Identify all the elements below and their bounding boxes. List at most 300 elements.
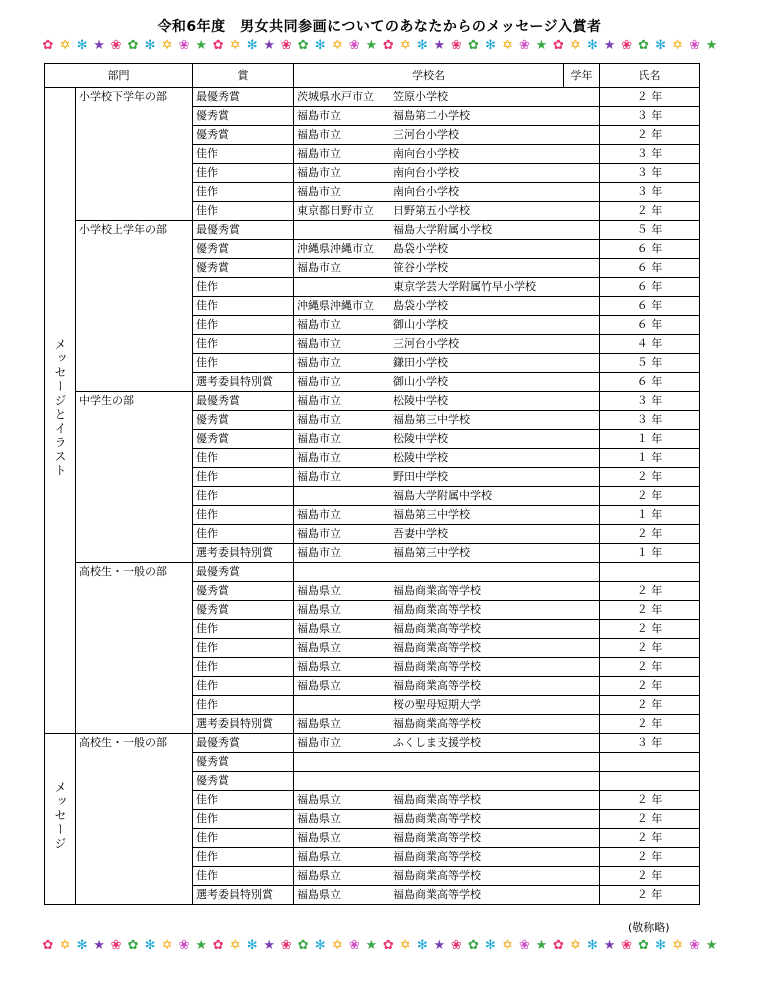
- flower-icon: ★: [93, 938, 105, 953]
- grade-cell: ３ 年: [600, 392, 700, 411]
- municipality: 福島市立: [297, 185, 341, 198]
- subgroup-label: 高校生・一般の部: [76, 734, 193, 905]
- municipality: 福島県立: [297, 622, 341, 635]
- grade-cell: [600, 753, 700, 772]
- school-cell: [294, 297, 600, 316]
- school-name: 福島第三中学校: [393, 413, 470, 426]
- school-cell: [294, 88, 600, 107]
- award-cell: 佳作: [193, 677, 294, 696]
- school-cell: [294, 525, 600, 544]
- municipality: 福島県立: [297, 850, 341, 863]
- award-cell: 佳作: [193, 354, 294, 373]
- flower-icon: ❀: [178, 938, 190, 953]
- flower-icon: ✿: [297, 938, 309, 953]
- school-cell: [294, 183, 600, 202]
- flower-icon: ✿: [638, 938, 649, 953]
- flower-icon: ✻: [314, 38, 326, 53]
- grade-cell: ２ 年: [600, 658, 700, 677]
- school-name: ふくしま支援学校: [393, 736, 481, 749]
- school-name: 福島大学附属小学校: [393, 223, 492, 236]
- school-cell: [294, 316, 600, 335]
- school-cell: [294, 240, 600, 259]
- award-cell: 優秀賞: [193, 126, 294, 145]
- school-name: 御山小学校: [393, 375, 448, 388]
- flower-icon: ✡: [570, 938, 581, 953]
- municipality: 沖縄県沖縄市立: [297, 299, 374, 312]
- award-cell: 優秀賞: [193, 259, 294, 278]
- school-cell: [294, 145, 600, 164]
- school-name: 島袋小学校: [393, 242, 448, 255]
- school-cell: [294, 791, 600, 810]
- awards-table: [44, 63, 700, 905]
- award-cell: 佳作: [193, 145, 294, 164]
- grade-cell: ２ 年: [600, 848, 700, 867]
- category-label-text: メッセージとイラスト: [53, 337, 67, 478]
- table-row: [45, 734, 700, 753]
- header-school: 学校名: [294, 64, 564, 88]
- award-cell: 佳作: [193, 696, 294, 715]
- municipality: 福島市立: [297, 413, 341, 426]
- decorative-border-bottom: [40, 938, 720, 954]
- school-name: 三河台小学校: [393, 337, 459, 350]
- award-cell: 佳作: [193, 335, 294, 354]
- school-name: 福島商業高等学校: [393, 888, 481, 901]
- municipality: 福島市立: [297, 508, 341, 521]
- school-cell: [294, 677, 600, 696]
- school-name: 福島商業高等学校: [393, 641, 481, 654]
- flower-icon: ❀: [689, 38, 701, 53]
- school-cell: [294, 848, 600, 867]
- flower-icon: ✿: [382, 938, 394, 953]
- school-name: 福島商業高等学校: [393, 584, 481, 597]
- grade-cell: １ 年: [600, 506, 700, 525]
- school-name: 松陵中学校: [393, 451, 448, 464]
- flower-icon: ✡: [399, 938, 411, 953]
- grade-cell: ６ 年: [600, 278, 700, 297]
- award-cell: 佳作: [193, 658, 294, 677]
- award-cell: 優秀賞: [193, 240, 294, 259]
- flower-icon: ✡: [229, 938, 241, 953]
- flower-icon: ✿: [382, 38, 394, 53]
- flower-icon: ✿: [42, 938, 54, 953]
- school-name: 福島第三中学校: [393, 508, 470, 521]
- subgroup-label: 小学校下学年の部: [76, 88, 193, 221]
- flower-icon: ★: [535, 38, 548, 53]
- grade-cell: ５ 年: [600, 354, 700, 373]
- flower-icon: ❀: [280, 38, 292, 53]
- school-cell: [294, 107, 600, 126]
- flower-icon: ✻: [587, 938, 598, 953]
- flower-icon: ✿: [42, 38, 54, 53]
- grade-cell: ６ 年: [600, 316, 700, 335]
- school-name: 福島商業高等学校: [393, 660, 481, 673]
- municipality: 福島市立: [297, 432, 341, 445]
- school-name: 福島商業高等学校: [393, 850, 481, 863]
- flower-icon: ✡: [399, 38, 411, 53]
- award-cell: 優秀賞: [193, 753, 294, 772]
- award-cell: 選考委員特別賞: [193, 544, 294, 563]
- grade-cell: ２ 年: [600, 867, 700, 886]
- award-cell: 優秀賞: [193, 411, 294, 430]
- flower-icon: ✿: [467, 938, 479, 953]
- grade-cell: ２ 年: [600, 525, 700, 544]
- flower-icon: ★: [195, 38, 207, 53]
- award-cell: 選考委員特別賞: [193, 886, 294, 905]
- school-name: 三河台小学校: [393, 128, 459, 141]
- grade-cell: ６ 年: [600, 297, 700, 316]
- school-cell: [294, 373, 600, 392]
- header-name: 氏名: [600, 64, 700, 88]
- school-cell: [294, 734, 600, 753]
- flower-icon: ✻: [484, 38, 496, 53]
- school-name: 福島商業高等学校: [393, 812, 481, 825]
- grade-cell: ２ 年: [600, 829, 700, 848]
- grade-cell: ２ 年: [600, 791, 700, 810]
- grade-cell: ２ 年: [600, 487, 700, 506]
- flower-icon: ★: [365, 938, 378, 953]
- municipality: 茨城県水戸市立: [297, 90, 374, 103]
- award-cell: 佳作: [193, 202, 294, 221]
- grade-cell: ２ 年: [600, 582, 700, 601]
- flower-icon: ✡: [229, 38, 241, 53]
- flower-icon: ✡: [331, 38, 343, 53]
- school-cell: [294, 506, 600, 525]
- municipality: 福島県立: [297, 812, 341, 825]
- school-name: 松陵中学校: [393, 432, 448, 445]
- municipality: 福島県立: [297, 641, 341, 654]
- grade-cell: ２ 年: [600, 126, 700, 145]
- grade-cell: １ 年: [600, 449, 700, 468]
- table-row: [45, 221, 700, 240]
- grade-cell: ３ 年: [600, 164, 700, 183]
- category-label: [45, 88, 76, 734]
- municipality: 福島市立: [297, 527, 341, 540]
- award-cell: 選考委員特別賞: [193, 373, 294, 392]
- grade-cell: ３ 年: [600, 145, 700, 164]
- municipality: 福島市立: [297, 356, 341, 369]
- page-title: 令和6年度 男女共同参画についてのあなたからのメッセージ入賞者: [157, 19, 602, 35]
- table-row: [45, 88, 700, 107]
- flower-icon: ✡: [59, 38, 71, 53]
- grade-cell: ４ 年: [600, 335, 700, 354]
- flower-icon: ★: [93, 38, 105, 53]
- school-name: 吾妻中学校: [393, 527, 448, 540]
- school-cell: [294, 867, 600, 886]
- header-sho: 賞: [193, 64, 294, 88]
- municipality: 福島市立: [297, 128, 341, 141]
- flower-icon: ✻: [76, 38, 88, 53]
- school-name: 笹谷小学校: [393, 261, 448, 274]
- school-name: 福島商業高等学校: [393, 603, 481, 616]
- flower-icon: ★: [433, 38, 446, 53]
- flower-icon: ★: [603, 938, 616, 953]
- municipality: 福島市立: [297, 470, 341, 483]
- school-name: 東京学芸大学附属竹早小学校: [393, 280, 536, 293]
- school-name: 笠原小学校: [393, 90, 448, 103]
- flower-icon: ✻: [655, 938, 667, 953]
- award-cell: 優秀賞: [193, 430, 294, 449]
- municipality: 福島県立: [297, 660, 341, 673]
- grade-cell: １ 年: [600, 430, 700, 449]
- school-cell: [294, 563, 600, 582]
- header-grade: 学年: [564, 64, 600, 88]
- flower-icon: ✿: [212, 38, 224, 53]
- municipality: 福島県立: [297, 831, 341, 844]
- municipality: 福島県立: [297, 603, 341, 616]
- municipality: 福島市立: [297, 109, 341, 122]
- school-name: 福島商業高等学校: [393, 622, 481, 635]
- header-bumon: 部門: [45, 64, 193, 88]
- award-cell: 優秀賞: [193, 601, 294, 620]
- decorative-border-top: [40, 38, 720, 54]
- grade-cell: １ 年: [600, 544, 700, 563]
- award-cell: 最優秀賞: [193, 563, 294, 582]
- school-cell: [294, 620, 600, 639]
- flower-icon: ★: [705, 38, 718, 53]
- subgroup-label: 中学生の部: [76, 392, 193, 563]
- municipality: 沖縄県沖縄市立: [297, 242, 374, 255]
- grade-cell: [600, 772, 700, 791]
- flower-icon: ✡: [59, 938, 71, 953]
- municipality: 福島市立: [297, 451, 341, 464]
- award-cell: 佳作: [193, 791, 294, 810]
- award-cell: 優秀賞: [193, 107, 294, 126]
- grade-cell: [600, 563, 700, 582]
- grade-cell: ３ 年: [600, 734, 700, 753]
- award-cell: 佳作: [193, 449, 294, 468]
- municipality: 福島県立: [297, 717, 341, 730]
- school-name: 福島第三中学校: [393, 546, 470, 559]
- flower-icon: ★: [705, 938, 718, 953]
- school-name: 島袋小学校: [393, 299, 448, 312]
- flower-icon: ✡: [161, 938, 173, 953]
- school-cell: [294, 164, 600, 183]
- municipality: 福島市立: [297, 736, 341, 749]
- flower-icon: ✻: [655, 38, 667, 53]
- award-cell: 選考委員特別賞: [193, 715, 294, 734]
- flower-icon: ✻: [246, 938, 258, 953]
- school-name: 桜の聖母短期大学: [393, 698, 481, 711]
- flower-icon: ✡: [672, 38, 684, 53]
- grade-cell: ３ 年: [600, 107, 700, 126]
- school-cell: [294, 582, 600, 601]
- grade-cell: ５ 年: [600, 221, 700, 240]
- flower-icon: ✻: [144, 938, 156, 953]
- category-label: [45, 734, 76, 905]
- school-cell: [294, 810, 600, 829]
- school-name: 御山小学校: [393, 318, 448, 331]
- flower-icon: ❀: [178, 38, 190, 53]
- grade-cell: ２ 年: [600, 715, 700, 734]
- flower-icon: ✡: [161, 38, 173, 53]
- flower-icon: ✿: [638, 38, 649, 53]
- award-cell: 佳作: [193, 829, 294, 848]
- municipality: 福島市立: [297, 147, 341, 160]
- award-cell: 佳作: [193, 278, 294, 297]
- grade-cell: ２ 年: [600, 88, 700, 107]
- flower-icon: ✡: [570, 38, 581, 53]
- municipality: 福島県立: [297, 888, 341, 901]
- award-cell: 佳作: [193, 620, 294, 639]
- flower-icon: ✻: [484, 938, 496, 953]
- grade-cell: ６ 年: [600, 240, 700, 259]
- flower-icon: ✿: [127, 938, 139, 953]
- flower-icon: ❀: [110, 38, 122, 53]
- grade-cell: ３ 年: [600, 411, 700, 430]
- municipality: 福島県立: [297, 793, 341, 806]
- table-row: [45, 563, 700, 582]
- school-name: 南向台小学校: [393, 147, 459, 160]
- grade-cell: ２ 年: [600, 601, 700, 620]
- municipality: 福島市立: [297, 318, 341, 331]
- flower-icon: ★: [263, 938, 276, 953]
- award-cell: 最優秀賞: [193, 88, 294, 107]
- award-cell: 優秀賞: [193, 582, 294, 601]
- flower-icon: ❀: [518, 938, 530, 953]
- school-name: 野田中学校: [393, 470, 448, 483]
- school-cell: [294, 449, 600, 468]
- municipality: 福島県立: [297, 869, 341, 882]
- school-cell: [294, 221, 600, 240]
- award-cell: 佳作: [193, 639, 294, 658]
- award-cell: 佳作: [193, 810, 294, 829]
- grade-cell: ２ 年: [600, 810, 700, 829]
- flower-icon: ❀: [280, 938, 292, 953]
- grade-cell: ２ 年: [600, 886, 700, 905]
- school-cell: [294, 772, 600, 791]
- municipality: 福島市立: [297, 394, 341, 407]
- school-name: 福島商業高等学校: [393, 869, 481, 882]
- school-name: 福島商業高等学校: [393, 679, 481, 692]
- flower-icon: ❀: [518, 38, 530, 53]
- school-cell: [294, 753, 600, 772]
- flower-icon: ❀: [348, 38, 360, 53]
- grade-cell: ２ 年: [600, 639, 700, 658]
- school-cell: [294, 392, 600, 411]
- flower-icon: ✡: [501, 938, 513, 953]
- flower-icon: ✻: [314, 938, 326, 953]
- flower-icon: ✻: [416, 938, 428, 953]
- flower-icon: ✿: [553, 938, 564, 953]
- school-name: 南向台小学校: [393, 185, 459, 198]
- school-cell: [294, 886, 600, 905]
- flower-icon: ✻: [587, 38, 598, 53]
- award-cell: 佳作: [193, 867, 294, 886]
- award-cell: 佳作: [193, 297, 294, 316]
- table-row: [45, 392, 700, 411]
- grade-cell: ３ 年: [600, 183, 700, 202]
- flower-icon: ✿: [127, 38, 139, 53]
- flower-icon: ❀: [110, 938, 122, 953]
- flower-icon: ✻: [246, 38, 258, 53]
- flower-icon: ❀: [348, 938, 360, 953]
- municipality: 福島市立: [297, 261, 341, 274]
- grade-cell: ２ 年: [600, 677, 700, 696]
- school-cell: [294, 639, 600, 658]
- school-cell: [294, 335, 600, 354]
- flower-icon: ✻: [144, 38, 156, 53]
- grade-cell: ２ 年: [600, 696, 700, 715]
- school-name: 福島商業高等学校: [393, 831, 481, 844]
- award-cell: 最優秀賞: [193, 221, 294, 240]
- flower-icon: ★: [365, 38, 378, 53]
- school-name: 福島商業高等学校: [393, 717, 481, 730]
- award-cell: 佳作: [193, 468, 294, 487]
- flower-icon: ★: [433, 938, 446, 953]
- school-cell: [294, 354, 600, 373]
- school-cell: [294, 544, 600, 563]
- flower-icon: ❀: [450, 38, 462, 53]
- subgroup-label: 高校生・一般の部: [76, 563, 193, 734]
- flower-icon: ❀: [450, 938, 462, 953]
- award-cell: 佳作: [193, 525, 294, 544]
- school-cell: [294, 278, 600, 297]
- municipality: 東京都日野市立: [297, 204, 374, 217]
- award-cell: 佳作: [193, 487, 294, 506]
- school-cell: [294, 658, 600, 677]
- awards-body: [45, 88, 700, 905]
- flower-icon: ❀: [621, 38, 632, 53]
- grade-cell: ６ 年: [600, 259, 700, 278]
- school-cell: [294, 715, 600, 734]
- school-cell: [294, 126, 600, 145]
- flower-icon: ✿: [467, 38, 479, 53]
- award-cell: 佳作: [193, 506, 294, 525]
- grade-cell: ２ 年: [600, 468, 700, 487]
- flower-icon: ★: [195, 938, 207, 953]
- award-cell: 佳作: [193, 183, 294, 202]
- school-cell: [294, 468, 600, 487]
- municipality: 福島県立: [297, 584, 341, 597]
- award-cell: 優秀賞: [193, 772, 294, 791]
- table-header-row: [45, 64, 700, 88]
- municipality: 福島市立: [297, 546, 341, 559]
- award-cell: 最優秀賞: [193, 734, 294, 753]
- flower-icon: ★: [263, 38, 276, 53]
- grade-cell: ２ 年: [600, 620, 700, 639]
- municipality: 福島市立: [297, 337, 341, 350]
- flower-icon: ✻: [416, 38, 428, 53]
- flower-icon: ❀: [689, 938, 701, 953]
- school-cell: [294, 829, 600, 848]
- school-name: 福島商業高等学校: [393, 793, 481, 806]
- flower-icon: ✿: [553, 38, 564, 53]
- school-name: 南向台小学校: [393, 166, 459, 179]
- award-cell: 佳作: [193, 316, 294, 335]
- honorific-note: (敬称略): [628, 921, 670, 934]
- grade-cell: ６ 年: [600, 373, 700, 392]
- school-name: 松陵中学校: [393, 394, 448, 407]
- school-name: 日野第五小学校: [393, 204, 470, 217]
- category-label-text: メッセージ: [53, 781, 67, 851]
- school-cell: [294, 259, 600, 278]
- subgroup-label: 小学校上学年の部: [76, 221, 193, 392]
- flower-icon: ✡: [672, 938, 684, 953]
- grade-cell: ２ 年: [600, 202, 700, 221]
- school-name: 鎌田小学校: [393, 356, 448, 369]
- municipality: 福島市立: [297, 166, 341, 179]
- award-cell: 佳作: [193, 164, 294, 183]
- flower-icon: ✿: [212, 938, 224, 953]
- school-cell: [294, 487, 600, 506]
- award-cell: 佳作: [193, 848, 294, 867]
- municipality: 福島市立: [297, 375, 341, 388]
- flower-icon: ✡: [331, 938, 343, 953]
- flower-icon: ★: [603, 38, 616, 53]
- school-cell: [294, 202, 600, 221]
- award-cell: 最優秀賞: [193, 392, 294, 411]
- school-name: 福島大学附属中学校: [393, 489, 492, 502]
